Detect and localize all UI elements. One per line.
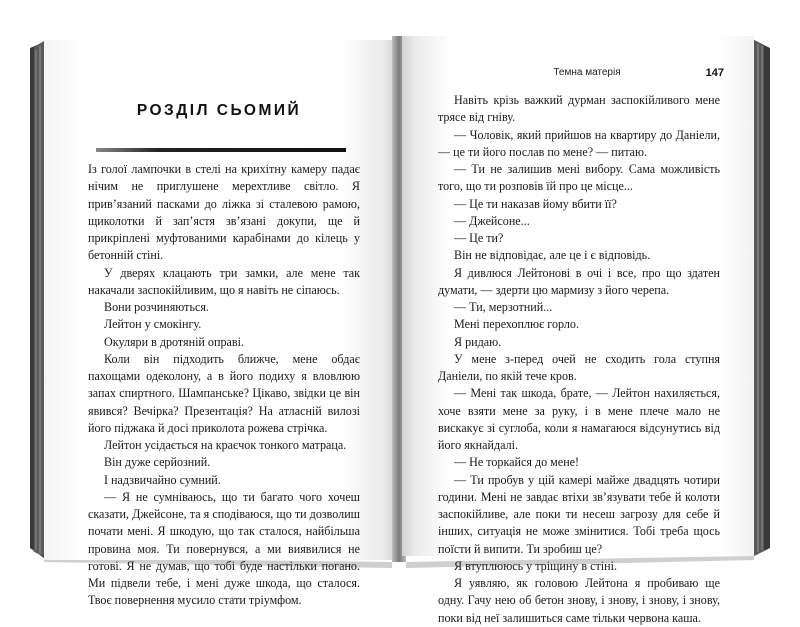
paragraph: Лейтон у смокінгу. [104,317,202,332]
paragraph: У мене з-перед очей не сходить гола ступня Даніели, по якій тече кров. [438,351,720,383]
left-page-text [88,161,360,610]
paragraph: Із голої лампочки в стелі на крихітну камеру падає нічим не приглушене мерехтливе світло. Я прив’язаний пасками до ліжка зі сталевою рамою, щиколотки й зап’ястя зв’язані докупи, ще й прикріплені муфтованими карабінами до кілець у бетонній стіні. [88,162,360,263]
paragraph: — Ти, мерзотний... [454,300,553,314]
paragraph: — Чоловік, який прийшов на квартиру до Даніели, — це ти його послав по мене? — питаю. [438,127,720,159]
chapter-rule [96,148,346,152]
paragraph: Коли він підходить ближче, мене обдає пахощами одеколону, а в його подиху я вловлюю запах спиртного. Шампанське? Цікаво, звідки це він явився? Вечірка? Презентація? На атласній вилозі його піджака й досі приколота рожева стрічка. [88,351,360,435]
paragraph: Окуляри в дротяній оправі. [104,334,244,349]
paragraph: Я дивлюся Лейтонові в очі і все, про що здатен думати, — здерти цю мармизу з його черепа. [438,265,720,297]
paragraph: Навіть крізь важкий дурман заспокійливого мене трясе від гніву. [438,93,720,125]
paragraph: — Я не сумніваюсь, що ти багато чого хочеш сказати, Джейсоне, та я сподіваюся, що ти дозволиш почати мені. Я шкодую, що так сталося, найбільша провина моя. Ти повернувся, а ми виявилися не готові. Я не думав, що тобі буде настільки погано. Ми підвели тебе, і мені дуже шкода, що сталося. Твоє повернення мусило стати тріумфом. [88,489,360,608]
paragraph: — Мені так шкода, брате, — Лейтон нахиляється, хоче взяти мене за руку, і в мене плече мало не вискакує зі суглоба, коли я намагаюся відсунутись від його якнайдалі. [438,386,720,452]
right-page-text [438,92,720,627]
chapter-title: РОЗДІЛ СЬОМИЙ [136,102,302,119]
paragraph: Я втуплююсь у тріщину в стіні. [454,558,617,573]
paragraph: — Це ти? [454,231,504,245]
paragraph: Вони розчиняються. [104,300,209,314]
left-page [44,40,394,608]
page-number: 147 [705,67,724,79]
paragraph: Я уявляю, як головою Лейтона я пробиваю ще одну. Гачу нею об бетон знову, і знову, і знову, і знову, поки від неї залишиться саме тільки червона каша. [438,576,720,625]
running-head: Темна матерія [553,67,621,78]
paragraph: — Це ти наказав йому вбити її? [454,196,617,211]
paragraph: Він дуже серйозний. [104,455,211,470]
paragraph: Він не відповідає, але це і є відповідь. [454,248,651,263]
paragraph: Мені перехоплює горло. [454,317,579,332]
paragraph: Я ридаю. [454,334,502,349]
paragraph: — Не торкайся до мене! [454,455,580,470]
paragraph: І надзвичайно сумний. [104,472,221,487]
paragraph: Лейтон усідається на краєчок тонкого матраца. [104,438,347,452]
paragraph: У дверях клацають три замки, але мене так накачали заспокійливим, що я навіть не сіпаюсь. [88,265,360,297]
paragraph: — Ти пробув у цій камері майже двадцять чотири години. Мені не завдає втіхи зв’язувати тебе й колоти заспокійливе, але поки ти несеш загрозу для себе й інших, ситуація не може змінитися. Тобі треба щось поїсти й випити. Ти зробиш це? [438,472,720,556]
paragraph: — Ти не залишив мені вибору. Сама можливість того, що ти розповів їй про це місце... [438,162,720,194]
right-page [402,36,754,625]
paragraph: — Джейсоне... [454,213,530,228]
